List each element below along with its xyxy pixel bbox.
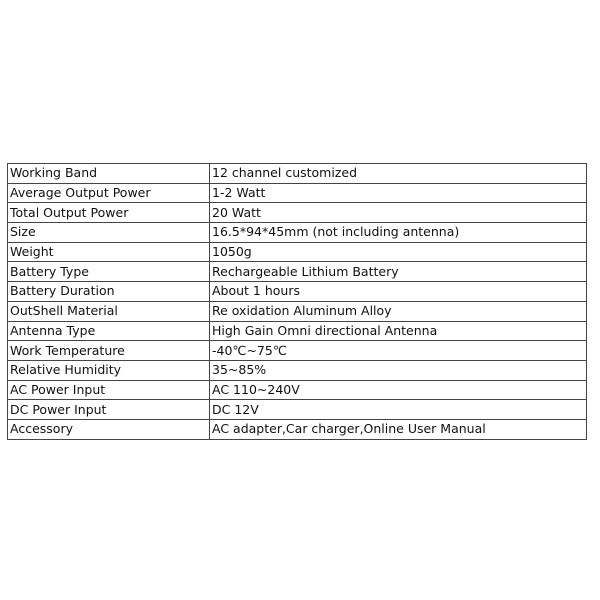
- table-row: [8, 282, 587, 302]
- table-row: [8, 223, 587, 243]
- table-row: [8, 262, 587, 282]
- spec-label: Work Temperature: [8, 341, 210, 361]
- table-row: [8, 380, 587, 400]
- table-row: [8, 183, 587, 203]
- spec-value: Rechargeable Lithium Battery: [210, 262, 587, 282]
- spec-label: Working Band: [8, 164, 210, 184]
- table-row: [8, 400, 587, 420]
- table-row: [8, 341, 587, 361]
- spec-value: 12 channel customized: [210, 164, 587, 184]
- spec-label: DC Power Input: [8, 400, 210, 420]
- table-row: [8, 360, 587, 380]
- spec-value: AC adapter,Car charger,Online User Manual: [210, 419, 587, 439]
- spec-label: Battery Duration: [8, 282, 210, 302]
- spec-label: Total Output Power: [8, 203, 210, 223]
- spec-value: DC 12V: [210, 400, 587, 420]
- spec-value: -40℃~75℃: [210, 341, 587, 361]
- spec-value: AC 110~240V: [210, 380, 587, 400]
- table-row: [8, 242, 587, 262]
- spec-value: About 1 hours: [210, 282, 587, 302]
- spec-table: [7, 163, 587, 440]
- spec-value: 16.5*94*45mm (not including antenna): [210, 223, 587, 243]
- spec-value: Re oxidation Aluminum Alloy: [210, 301, 587, 321]
- spec-label: Size: [8, 223, 210, 243]
- spec-label: Battery Type: [8, 262, 210, 282]
- spec-label: Average Output Power: [8, 183, 210, 203]
- spec-label: AC Power Input: [8, 380, 210, 400]
- table-row: [8, 164, 587, 184]
- spec-label: Weight: [8, 242, 210, 262]
- spec-label: OutShell Material: [8, 301, 210, 321]
- spec-value: 1-2 Watt: [210, 183, 587, 203]
- table-row: [8, 419, 587, 439]
- table-row: [8, 203, 587, 223]
- spec-value: High Gain Omni directional Antenna: [210, 321, 587, 341]
- table-row: [8, 301, 587, 321]
- spec-label: Antenna Type: [8, 321, 210, 341]
- spec-value: 20 Watt: [210, 203, 587, 223]
- spec-table-body: [8, 164, 587, 440]
- spec-value: 1050g: [210, 242, 587, 262]
- spec-label: Relative Humidity: [8, 360, 210, 380]
- spec-value: 35~85%: [210, 360, 587, 380]
- spec-label: Accessory: [8, 419, 210, 439]
- table-row: [8, 321, 587, 341]
